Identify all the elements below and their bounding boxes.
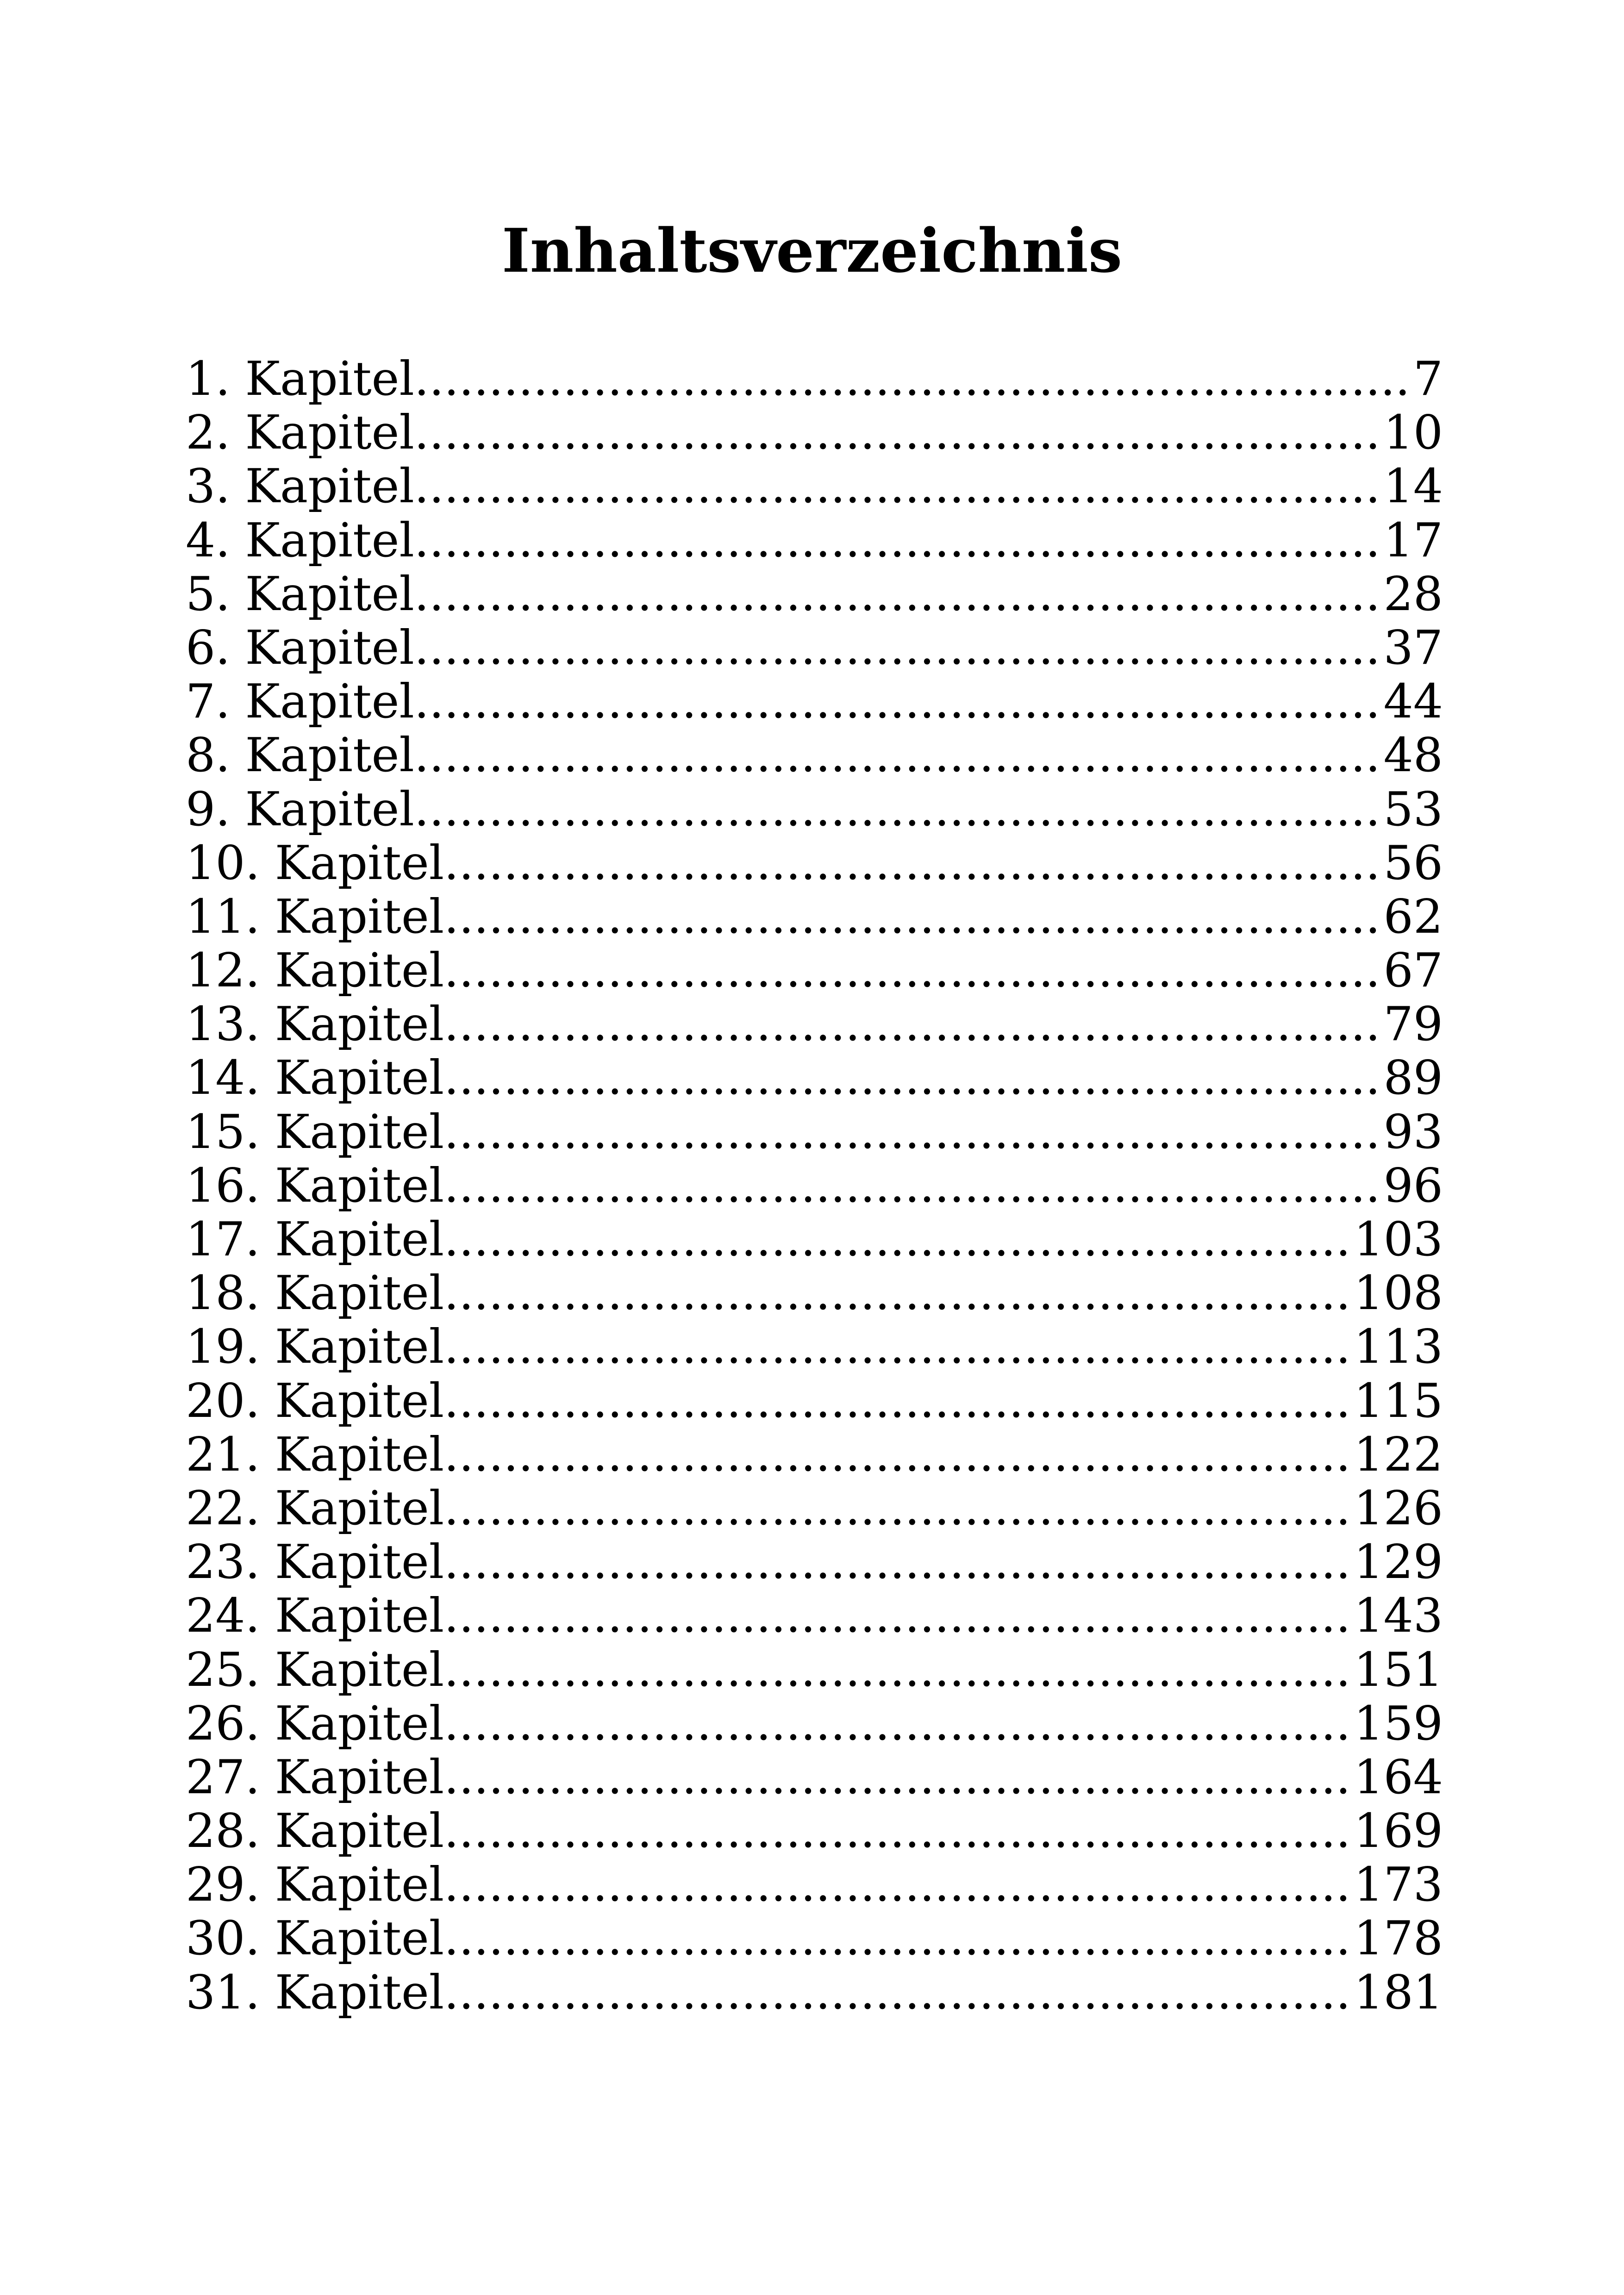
toc-dot-leader — [444, 1266, 1354, 1320]
toc-entry[interactable] — [186, 997, 1443, 1051]
toc-dot-leader — [444, 1481, 1354, 1535]
toc-entry-page-number: 113 — [1354, 1320, 1443, 1374]
toc-dot-leader — [444, 1858, 1354, 1911]
toc-entry[interactable] — [186, 1481, 1443, 1535]
toc-dot-leader — [444, 1750, 1354, 1804]
toc-entry[interactable] — [186, 1696, 1443, 1750]
toc-entry[interactable] — [186, 1858, 1443, 1911]
toc-entry-label: 22. Kapitel — [186, 1481, 444, 1535]
toc-entry-label: 11. Kapitel — [186, 889, 444, 944]
toc-entry[interactable] — [186, 1428, 1443, 1481]
toc-entry-page-number: 89 — [1383, 1051, 1443, 1105]
toc-dot-leader — [414, 621, 1384, 674]
toc-entry-page-number: 115 — [1354, 1373, 1443, 1428]
toc-entry[interactable] — [186, 674, 1443, 728]
toc-heading: Inhaltsverzeichnis — [501, 215, 1123, 286]
toc-entry-label: 12. Kapitel — [186, 943, 444, 998]
toc-entry-label: 31. Kapitel — [186, 1965, 444, 2019]
toc-entry[interactable] — [186, 459, 1443, 513]
toc-entry[interactable] — [186, 513, 1443, 567]
toc-entry-label: 17. Kapitel — [186, 1212, 444, 1266]
toc-entry-label: 3. Kapitel — [186, 459, 414, 513]
toc-entry-page-number: 122 — [1354, 1427, 1443, 1481]
toc-entry-label: 30. Kapitel — [186, 1911, 444, 1965]
toc-entry[interactable] — [186, 1643, 1443, 1696]
toc-entry[interactable] — [186, 1374, 1443, 1428]
toc-entry-label: 21. Kapitel — [186, 1427, 444, 1481]
toc-entry-page-number: 178 — [1354, 1911, 1443, 1965]
toc-entry-label: 8. Kapitel — [186, 728, 414, 782]
toc-entry-page-number: 44 — [1383, 674, 1443, 729]
toc-entry-page-number: 48 — [1383, 728, 1443, 782]
toc-entry-label: 15. Kapitel — [186, 1104, 444, 1159]
toc-entry[interactable] — [186, 1750, 1443, 1804]
toc-entry-label: 26. Kapitel — [186, 1696, 444, 1750]
toc-entry-page-number: 93 — [1383, 1104, 1443, 1159]
toc-entry-label: 9. Kapitel — [186, 782, 414, 836]
toc-entry-label: 1. Kapitel — [186, 352, 414, 406]
toc-entry-label: 19. Kapitel — [186, 1320, 444, 1374]
toc-entry[interactable] — [186, 1965, 1443, 2019]
toc-entry-label: 5. Kapitel — [186, 567, 414, 621]
toc-entry[interactable] — [186, 1589, 1443, 1642]
toc-entry[interactable] — [186, 1159, 1443, 1212]
toc-entry[interactable] — [186, 782, 1443, 836]
toc-dot-leader — [444, 1696, 1354, 1750]
toc-entry-label: 18. Kapitel — [186, 1266, 444, 1320]
toc-entry-label: 2. Kapitel — [186, 405, 414, 460]
toc-dot-leader — [414, 459, 1384, 513]
toc-entry[interactable] — [186, 836, 1443, 890]
toc-entry-label: 27. Kapitel — [186, 1750, 444, 1804]
toc-entry-page-number: 62 — [1383, 889, 1443, 944]
toc-entry-page-number: 126 — [1354, 1481, 1443, 1535]
toc-dot-leader — [444, 1589, 1354, 1642]
toc-entry[interactable] — [186, 1911, 1443, 1965]
toc-dot-leader — [444, 1212, 1354, 1266]
toc-dot-leader — [414, 728, 1384, 782]
toc-dot-leader — [414, 674, 1384, 728]
toc-dot-leader — [444, 890, 1383, 943]
toc-dot-leader — [444, 1159, 1383, 1212]
toc-entry-page-number: 37 — [1383, 620, 1443, 675]
toc-entry[interactable] — [186, 943, 1443, 997]
toc-entry[interactable] — [186, 567, 1443, 621]
toc-entry[interactable] — [186, 1535, 1443, 1589]
toc-entry-label: 25. Kapitel — [186, 1642, 444, 1696]
toc-entry-page-number: 159 — [1354, 1696, 1443, 1750]
toc-dot-leader — [444, 836, 1383, 890]
toc-entry-page-number: 173 — [1354, 1858, 1443, 1912]
toc-dot-leader — [414, 513, 1384, 567]
toc-dot-leader — [444, 1051, 1383, 1104]
toc-entry-page-number: 56 — [1383, 836, 1443, 890]
toc-entry-page-number: 14 — [1383, 459, 1443, 513]
toc-entry[interactable] — [186, 728, 1443, 782]
toc-entry[interactable] — [186, 1105, 1443, 1159]
toc-entry-label: 7. Kapitel — [186, 674, 414, 729]
toc-entry-page-number: 67 — [1383, 943, 1443, 998]
toc-dot-leader — [444, 1643, 1354, 1696]
toc-entry-page-number: 96 — [1383, 1158, 1443, 1212]
toc-dot-leader — [414, 405, 1384, 459]
toc-entry-page-number: 28 — [1383, 567, 1443, 621]
toc-entry-page-number: 169 — [1354, 1804, 1443, 1858]
toc-dot-leader — [444, 1965, 1354, 2019]
toc-entry-page-number: 181 — [1354, 1965, 1443, 2019]
toc-entry[interactable] — [186, 621, 1443, 674]
toc-entry-label: 13. Kapitel — [186, 997, 444, 1051]
toc-entry[interactable] — [186, 1266, 1443, 1320]
toc-entry-label: 20. Kapitel — [186, 1373, 444, 1428]
toc-entry-page-number: 10 — [1383, 405, 1443, 460]
toc-entry-page-number: 164 — [1354, 1750, 1443, 1804]
toc-entry-label: 23. Kapitel — [186, 1535, 444, 1589]
toc-dot-leader — [444, 1320, 1354, 1373]
toc-entry-page-number: 17 — [1383, 513, 1443, 567]
toc-dot-leader — [444, 1535, 1354, 1589]
toc-dot-leader — [444, 1911, 1354, 1965]
toc-entry[interactable] — [186, 1804, 1443, 1858]
toc-dot-leader — [414, 567, 1384, 621]
toc-entry-label: 4. Kapitel — [186, 513, 414, 567]
toc-entry-page-number: 108 — [1354, 1266, 1443, 1320]
toc-entry[interactable] — [186, 405, 1443, 459]
toc-dot-leader — [444, 1804, 1354, 1858]
toc-dot-leader — [444, 1428, 1354, 1481]
toc-entry-label: 10. Kapitel — [186, 836, 444, 890]
toc-entry[interactable] — [186, 1320, 1443, 1373]
toc-dot-leader — [444, 1105, 1383, 1159]
toc-entry[interactable] — [186, 890, 1443, 943]
toc-entry-page-number: 53 — [1383, 782, 1443, 836]
toc-dot-leader — [444, 943, 1383, 997]
toc-entry[interactable] — [186, 1051, 1443, 1104]
toc-entry-page-number: 129 — [1354, 1535, 1443, 1589]
toc-entry-page-number: 7 — [1413, 352, 1443, 406]
toc-dot-leader — [414, 782, 1384, 836]
table-of-contents — [186, 352, 1443, 2019]
toc-entry-label: 6. Kapitel — [186, 620, 414, 675]
toc-dot-leader — [414, 352, 1413, 405]
toc-entry-label: 29. Kapitel — [186, 1858, 444, 1912]
toc-entry-page-number: 79 — [1383, 997, 1443, 1051]
toc-entry-label: 28. Kapitel — [186, 1804, 444, 1858]
toc-entry-label: 16. Kapitel — [186, 1158, 444, 1212]
toc-entry-page-number: 151 — [1354, 1642, 1443, 1696]
toc-entry[interactable] — [186, 1212, 1443, 1266]
toc-entry-label: 24. Kapitel — [186, 1589, 444, 1643]
toc-dot-leader — [444, 997, 1383, 1051]
toc-entry-label: 14. Kapitel — [186, 1051, 444, 1105]
toc-dot-leader — [444, 1374, 1354, 1428]
toc-entry[interactable] — [186, 352, 1443, 405]
toc-entry-page-number: 143 — [1354, 1589, 1443, 1643]
toc-entry-page-number: 103 — [1354, 1212, 1443, 1266]
